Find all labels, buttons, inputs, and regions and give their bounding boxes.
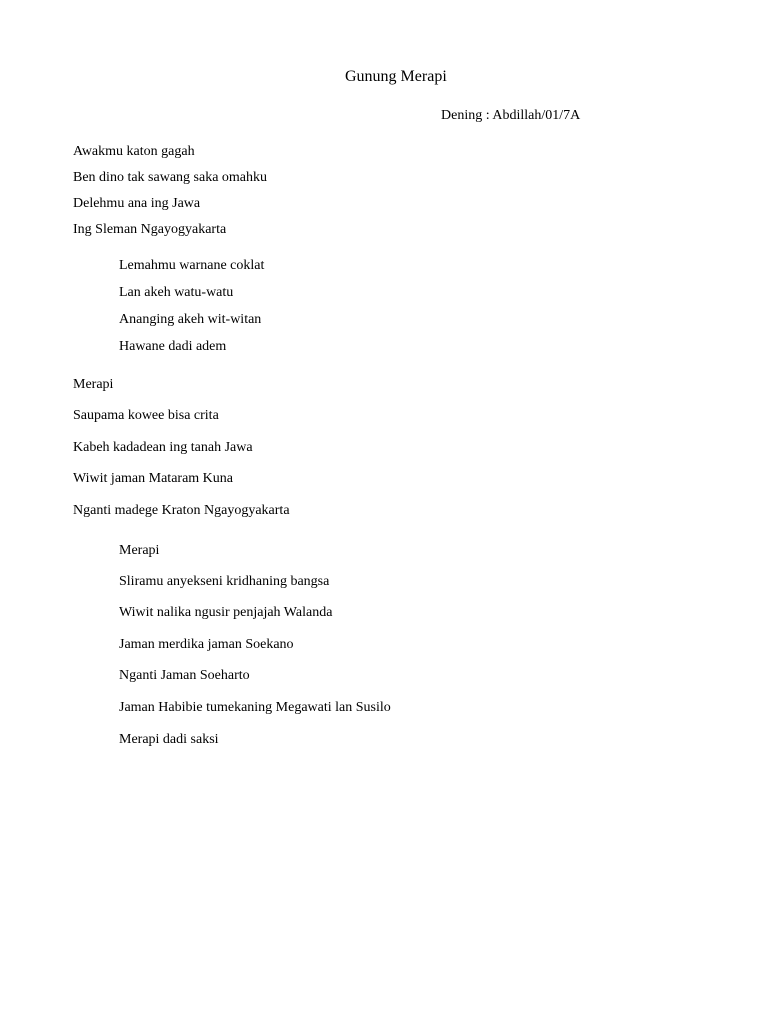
poem-line: Nganti Jaman Soeharto bbox=[119, 668, 250, 683]
poem-line: Ing Sleman Ngayogyakarta bbox=[73, 222, 227, 237]
poem-author: Dening : Abdillah/01/7A bbox=[441, 108, 581, 123]
poem-line: Lemahmu warnane coklat bbox=[119, 258, 265, 273]
poem-line: Ben dino tak sawang saka omahku bbox=[73, 170, 268, 185]
poem-line: Jaman Habibie tumekaning Megawati lan Susilo bbox=[119, 700, 391, 715]
poem-line: Sliramu anyekseni kridhaning bangsa bbox=[119, 574, 330, 589]
poem-line: Lan akeh watu-watu bbox=[119, 285, 234, 300]
poem-line: Merapi bbox=[73, 377, 114, 392]
poem-line: Merapi dadi saksi bbox=[119, 732, 219, 747]
poem-line: Merapi bbox=[119, 543, 160, 558]
poem-line: Awakmu katon gagah bbox=[73, 144, 195, 159]
poem-line: Delehmu ana ing Jawa bbox=[73, 196, 201, 211]
poem-line: Wiwit jaman Mataram Kuna bbox=[73, 471, 233, 486]
poem-line: Saupama kowee bisa crita bbox=[73, 408, 219, 423]
poem-title: Gunung Merapi bbox=[345, 68, 447, 85]
poem-line: Jaman merdika jaman Soekano bbox=[119, 637, 294, 652]
poem-line: Ananging akeh wit-witan bbox=[119, 312, 262, 327]
poem-line: Kabeh kadadean ing tanah Jawa bbox=[73, 440, 253, 455]
poem-line: Nganti madege Kraton Ngayogyakarta bbox=[73, 503, 290, 518]
poem-line: Wiwit nalika ngusir penjajah Walanda bbox=[119, 605, 333, 620]
poem-line: Hawane dadi adem bbox=[119, 339, 227, 354]
